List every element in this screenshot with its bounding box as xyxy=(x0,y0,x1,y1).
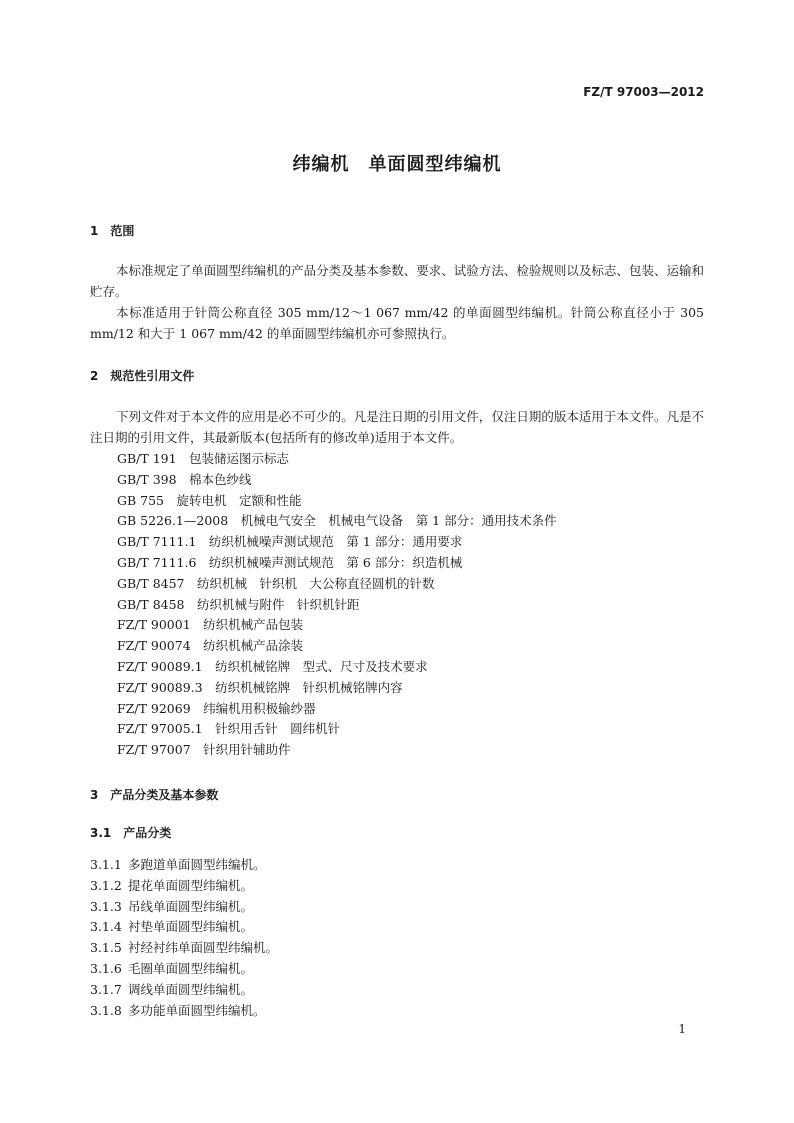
page-number: 1 xyxy=(678,1022,686,1036)
reference-item: FZ/T 90001 纺织机械产品包装 xyxy=(117,617,304,633)
section-1-paragraph-2: 本标准适用于针筒公称直径 305 mm/12～1 067 mm/42 的单面圆型纬编机。针筒公称直径小于 305 mm/12 和大于 1 067 mm/42 的单面圆型纬编机亦可参照执行。 xyxy=(90,305,704,341)
section-3-1-heading: 3.1 产品分类 xyxy=(90,826,172,840)
category-text: 毛圈单面圆型纬编机。 xyxy=(128,960,254,976)
section-1-paragraph-1: 本标准规定了单面圆型纬编机的产品分类及基本参数、要求、试验方法、检验规则以及标志、包装、运输和贮存。 xyxy=(90,263,704,299)
category-number: 3.1.2 xyxy=(90,877,122,893)
category-number: 3.1.5 xyxy=(90,940,122,956)
reference-item: GB/T 191 包装储运图示标志 xyxy=(117,451,290,466)
section-2-intro: 下列文件对于本文件的应用是必不可少的。凡是注日期的引用文件，仅注日期的版本适用于本文件。凡是不注日期的引用文件，其最新版本(包括所有的修改单)适用于本文件。 xyxy=(90,409,704,445)
reference-item: GB/T 7111.6 纺织机械噪声测试规范 第 6 部分：织造机械 xyxy=(117,554,463,570)
reference-item: FZ/T 97007 针织用针辅助件 xyxy=(117,742,291,758)
reference-item: FZ/T 92069 纬编机用积极输纱器 xyxy=(117,700,316,716)
document-title: 纬编机 单面圆型纬编机 xyxy=(292,154,502,175)
reference-item: FZ/T 90074 纺织机械产品涂装 xyxy=(117,638,304,654)
category-number: 3.1.3 xyxy=(90,898,122,914)
category-text: 吊线单面圆型纬编机。 xyxy=(128,898,254,914)
category-text: 衬垫单面圆型纬编机。 xyxy=(128,919,254,935)
category-number: 3.1.1 xyxy=(90,857,122,872)
category-item xyxy=(90,897,278,918)
category-number: 3.1.6 xyxy=(90,960,122,976)
category-text: 多跑道单面圆型纬编机。 xyxy=(128,857,266,872)
category-item xyxy=(90,959,278,980)
category-number: 3.1.8 xyxy=(90,1002,122,1018)
reference-list xyxy=(117,449,557,761)
reference-item: GB/T 8458 纺织机械与附件 针织机针距 xyxy=(117,596,360,612)
category-item xyxy=(90,1001,278,1022)
reference-item: GB/T 398 棉本色纱线 xyxy=(117,471,252,487)
reference-item: FZ/T 90089.1 纺织机械铭牌 型式、尺寸及技术要求 xyxy=(117,658,428,674)
category-item xyxy=(90,917,278,938)
category-text: 提花单面圆型纬编机。 xyxy=(128,877,254,893)
category-item xyxy=(90,876,278,897)
category-number: 3.1.4 xyxy=(90,919,122,935)
reference-item: GB/T 7111.1 纺织机械噪声测试规范 第 1 部分：通用要求 xyxy=(117,534,463,550)
category-item xyxy=(90,938,278,959)
category-text: 衬经衬纬单面圆型纬编机。 xyxy=(128,940,279,956)
reference-item: FZ/T 90089.3 纺织机械铭牌 针织机械铭牌内容 xyxy=(117,679,403,695)
reference-item: GB 5226.1—2008 机械电气安全 机械电气设备 第 1 部分：通用技术条件 xyxy=(117,513,557,529)
category-text: 调线单面圆型纬编机。 xyxy=(128,981,254,997)
category-number: 3.1.7 xyxy=(90,981,122,997)
reference-item: GB/T 8457 纺织机械 针织机 大公称直径圆机的针数 xyxy=(117,575,435,591)
standard-code: FZ/T 97003—2012 xyxy=(583,85,704,99)
category-item xyxy=(90,980,278,1001)
section-2-heading: 2 规范性引用文件 xyxy=(90,369,195,383)
section-1-heading: 1 范围 xyxy=(90,224,135,238)
section-3-heading: 3 产品分类及基本参数 xyxy=(90,788,219,802)
reference-item: GB 755 旋转电机 定额和性能 xyxy=(117,492,302,508)
product-category-list xyxy=(90,855,278,1021)
category-text: 多功能单面圆型纬编机。 xyxy=(128,1002,266,1018)
category-item xyxy=(90,855,278,876)
reference-item: FZ/T 97005.1 针织用舌针 圆纬机针 xyxy=(117,721,341,737)
